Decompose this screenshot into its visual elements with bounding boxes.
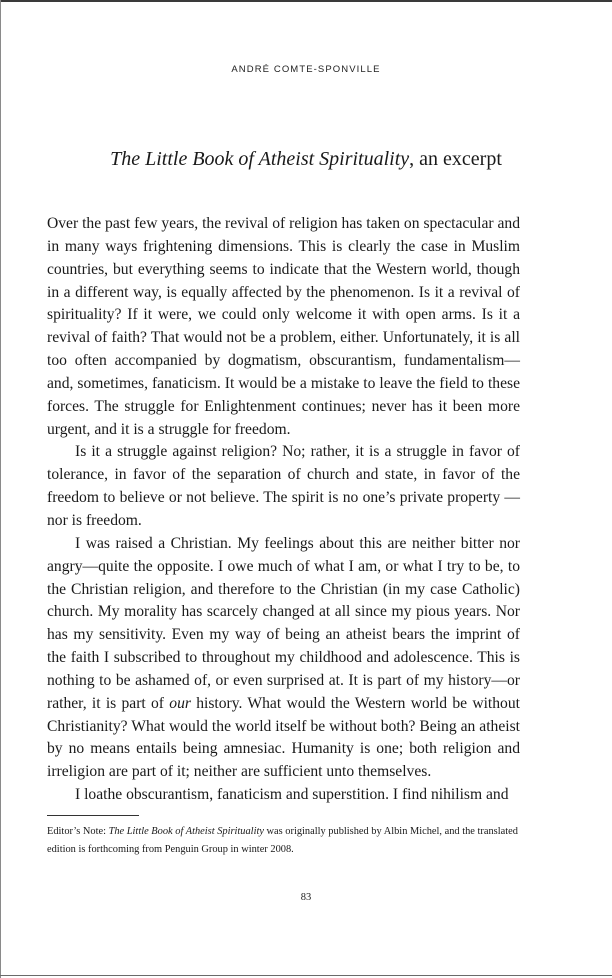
footnote-book-title: The Little Book of Atheist Spirituality [108, 826, 264, 837]
title-suffix: , an excerpt [409, 148, 502, 170]
paragraph-1: Over the past few years, the revival of religion has taken on spectacular and in many ways frightening dimensions. This is clearly the case in Muslim countries, but everything seems to indicate that the Western world, though in a different way, is equally affected by the phenomenon. Is it a revival of spirituality? If it were, we could only welcome it with open arms. Is it a revival of faith? That would not be a problem, either. Unfortunately, it is all too often accompanied by dogmatism, obscurantism, fundamentalism—and, sometimes, fanaticism. It would be a mistake to leave the field to these forces. The struggle for Enlightenment continues; never has it been more urgent, and it is a struggle for freedom. [47, 215, 520, 438]
running-head: ANDRÉ COMTE-SPONVILLE [231, 64, 381, 75]
paragraph-3-emphasis: our [169, 694, 191, 712]
page-number: 83 [300, 892, 312, 903]
paragraph-4: I loathe obscurantism, fanaticism and superstition. I find nihilism and [75, 786, 509, 804]
bottom-border-rule [0, 975, 612, 976]
body-text [47, 213, 520, 807]
footnote-label: Editor’s Note: [47, 826, 109, 837]
page-title [0, 148, 612, 171]
title-book-name: The Little Book of Atheist Spirituality [110, 148, 410, 170]
footnote-divider [47, 815, 139, 816]
paragraph-3-start: I was raised a Christian. My feelings about this are neither bitter nor angry—quite the opposite. I owe much of what I am, or what I try to be, to the Christian religion, and therefore to the Christian (in my case Catholic) church. My morality has scarcely changed at all since my pious years. Nor has my sensitivity. Even my way of being an atheist bears the imprint of the faith I subscribed to throughout my childhood and adolescence. This is nothing to be ashamed of, or even surprised at. It is part of my history—or rather, it is part of [47, 534, 520, 712]
footnote-text: was originally published by Albin Michel, and the translated edition is forthcoming from Penguin Group in winter 2008. [47, 826, 518, 855]
paragraph-3-end: history. What would the Western world be without Christianity? What would the world itself be without both? Being an atheist by no means entails being amnesiac. Humanity is one; both religion and irreligion are part of it; neither are sufficient unto themselves. [47, 694, 520, 781]
left-border-rule [0, 0, 1, 978]
top-border-rule [0, 0, 612, 2]
paragraph-2: Is it a struggle against religion? No; rather, it is a struggle in favor of tolerance, in favor of the separation of church and state, in favor of the freedom to believe or not believe. The spirit is no one’s private property —nor is freedom. [47, 443, 520, 529]
paragraph-3 [47, 533, 520, 784]
footnote [47, 823, 547, 859]
